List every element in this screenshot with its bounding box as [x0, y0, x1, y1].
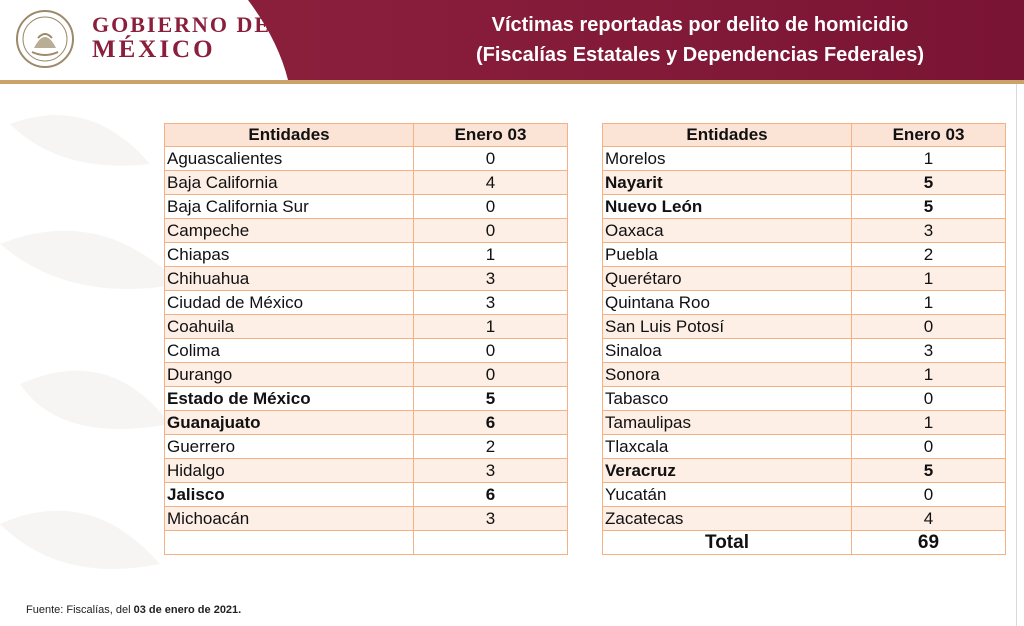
table-right — [602, 123, 1006, 555]
value-cell: 4 — [414, 171, 568, 195]
table-row — [603, 411, 1006, 435]
entity-cell: Sonora — [603, 363, 852, 387]
header-enero-03: Enero 03 — [852, 124, 1006, 147]
table-row — [165, 315, 568, 339]
value-cell: 2 — [852, 243, 1006, 267]
entity-cell: Aguascalientes — [165, 147, 414, 171]
table-row — [603, 483, 1006, 507]
value-cell: 0 — [852, 483, 1006, 507]
table-right-body — [603, 147, 1006, 555]
entity-cell: Querétaro — [603, 267, 852, 291]
value-cell: 0 — [414, 195, 568, 219]
entity-cell: Chiapas — [165, 243, 414, 267]
value-cell: 0 — [852, 435, 1006, 459]
title-line-2: (Fiscalías Estatales y Dependencias Federales) — [476, 44, 924, 66]
value-cell: 1 — [852, 267, 1006, 291]
value-cell: 3 — [414, 291, 568, 315]
value-cell: 0 — [414, 363, 568, 387]
entity-cell: Jalisco — [165, 483, 414, 507]
value-cell: 0 — [852, 387, 1006, 411]
total-value: 69 — [852, 531, 1006, 555]
value-cell: 5 — [414, 387, 568, 411]
value-cell: 5 — [852, 195, 1006, 219]
value-cell: 1 — [414, 243, 568, 267]
value-cell: 4 — [852, 507, 1006, 531]
entity-cell: Quintana Roo — [603, 291, 852, 315]
table-row — [603, 459, 1006, 483]
value-cell: 6 — [414, 411, 568, 435]
table-row — [165, 171, 568, 195]
entity-cell: Michoacán — [165, 507, 414, 531]
value-cell: 1 — [852, 363, 1006, 387]
table-row — [165, 291, 568, 315]
value-cell: 3 — [852, 219, 1006, 243]
table-row — [165, 387, 568, 411]
entity-cell: San Luis Potosí — [603, 315, 852, 339]
header-enero-03: Enero 03 — [414, 124, 568, 147]
entity-cell: Hidalgo — [165, 459, 414, 483]
table-row — [165, 195, 568, 219]
entity-cell: Guerrero — [165, 435, 414, 459]
header-entidades: Entidades — [603, 124, 852, 147]
table-row — [603, 387, 1006, 411]
table-row — [603, 195, 1006, 219]
table-row — [603, 435, 1006, 459]
table-row — [165, 435, 568, 459]
entity-cell: Morelos — [603, 147, 852, 171]
value-cell: 1 — [414, 315, 568, 339]
value-cell: 0 — [414, 339, 568, 363]
table-row — [165, 267, 568, 291]
entity-cell: Campeche — [165, 219, 414, 243]
entity-cell: Zacatecas — [603, 507, 852, 531]
total-row — [603, 531, 1006, 555]
entity-cell: Baja California Sur — [165, 195, 414, 219]
entity-cell: Durango — [165, 363, 414, 387]
table-header-row — [165, 124, 568, 147]
footer-source — [26, 604, 241, 616]
value-cell: 0 — [852, 315, 1006, 339]
footer-date: 03 de enero de 2021. — [133, 604, 242, 616]
table-row — [603, 267, 1006, 291]
value-cell: 0 — [414, 219, 568, 243]
entity-cell: Yucatán — [603, 483, 852, 507]
entity-cell: Guanajuato — [165, 411, 414, 435]
value-cell: 2 — [414, 435, 568, 459]
header — [0, 0, 1024, 80]
entity-cell: Baja California — [165, 171, 414, 195]
entity-cell: Ciudad de México — [165, 291, 414, 315]
table-row — [165, 411, 568, 435]
table-row — [165, 507, 568, 531]
value-cell: 3 — [414, 459, 568, 483]
table-row — [165, 219, 568, 243]
right-edge-divider — [1016, 84, 1017, 626]
table-row — [603, 291, 1006, 315]
value-cell: 1 — [852, 411, 1006, 435]
entity-cell: Chihuahua — [165, 267, 414, 291]
table-row — [165, 147, 568, 171]
entity-cell: Veracruz — [603, 459, 852, 483]
entity-cell: Puebla — [603, 243, 852, 267]
title-line-1: Víctimas reportadas por delito de homicidio — [491, 14, 909, 36]
value-cell: 3 — [852, 339, 1006, 363]
gobierno-de-mexico-logo — [14, 8, 274, 68]
table-row — [165, 531, 568, 555]
entity-cell: Tlaxcala — [603, 435, 852, 459]
page-title — [400, 10, 1000, 70]
value-cell: 3 — [414, 507, 568, 531]
table-row — [165, 363, 568, 387]
header-entidades: Entidades — [165, 124, 414, 147]
table-left-body — [165, 147, 568, 555]
table-row — [603, 339, 1006, 363]
logo-text-mexico: MÉXICO — [92, 36, 216, 63]
value-cell: 6 — [414, 483, 568, 507]
table-row — [165, 459, 568, 483]
table-row — [603, 363, 1006, 387]
entity-cell — [165, 531, 414, 555]
footer-prefix: Fuente: Fiscalías, del — [26, 604, 134, 616]
entity-cell: Colima — [165, 339, 414, 363]
entity-cell: Tamaulipas — [603, 411, 852, 435]
entity-cell: Estado de México — [165, 387, 414, 411]
table-row — [165, 243, 568, 267]
table-row — [603, 219, 1006, 243]
total-label: Total — [603, 531, 852, 555]
national-seal-icon — [14, 8, 76, 70]
table-row — [165, 483, 568, 507]
logo-text-gobierno: GOBIERNO DE — [92, 12, 272, 37]
table-left — [164, 123, 568, 555]
entity-cell: Coahuila — [165, 315, 414, 339]
value-cell: 5 — [852, 171, 1006, 195]
value-cell: 1 — [852, 291, 1006, 315]
table-row — [603, 507, 1006, 531]
value-cell: 3 — [414, 267, 568, 291]
table-row — [603, 243, 1006, 267]
table-row — [165, 339, 568, 363]
entity-cell: Nuevo León — [603, 195, 852, 219]
value-cell — [414, 531, 568, 555]
entity-cell: Tabasco — [603, 387, 852, 411]
entity-cell: Sinaloa — [603, 339, 852, 363]
table-row — [603, 171, 1006, 195]
table-header-row — [603, 124, 1006, 147]
entity-cell: Nayarit — [603, 171, 852, 195]
value-cell: 5 — [852, 459, 1006, 483]
value-cell: 0 — [414, 147, 568, 171]
table-row — [603, 315, 1006, 339]
table-row — [603, 147, 1006, 171]
value-cell: 1 — [852, 147, 1006, 171]
entity-cell: Oaxaca — [603, 219, 852, 243]
